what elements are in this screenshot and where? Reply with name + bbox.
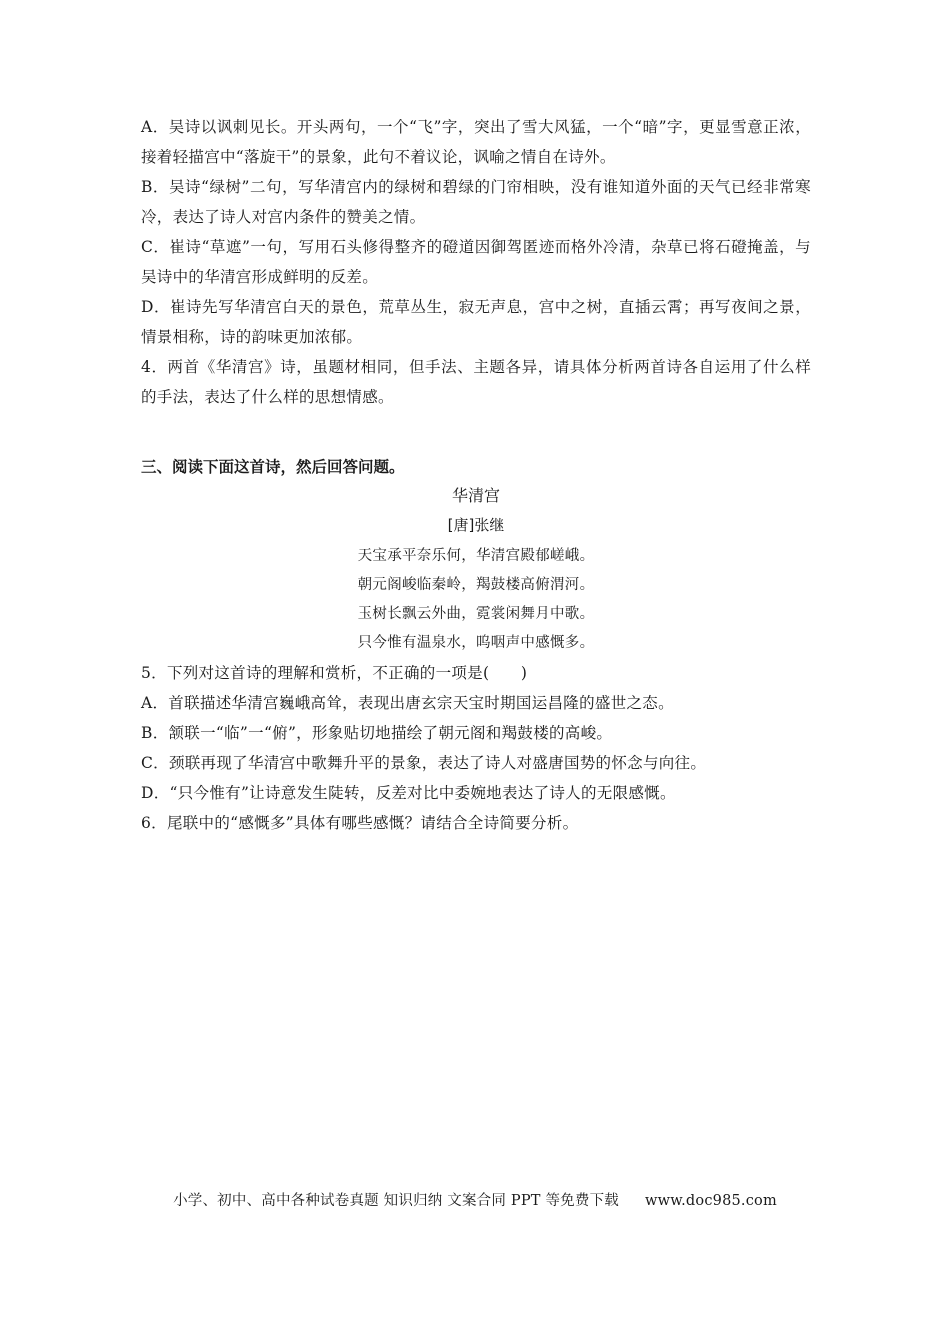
poem-line-3: 玉树长飘云外曲，霓裳闲舞月中歌。 (357, 606, 595, 622)
question-5-option-c: C．颈联再现了华清宫中歌舞升平的景象，表达了诗人对盛唐国势的怀念与向往。 (141, 754, 707, 772)
option-c-cui-poem: C．崔诗“草遮”一句，写用石头修得整齐的磴道因御驾匿迹而格外冷清，杂草已将石磴掩盖，与吴诗中的华清宫形成鲜明的反差。 (141, 238, 811, 286)
poem-title: 华清宫 (451, 486, 500, 505)
section-3-heading: 三、阅读下面这首诗，然后回答问题。 (141, 458, 405, 476)
question-5-option-b: B．颔联一“临”一“俯”，形象贴切地描绘了朝元阁和羯鼓楼的高峻。 (141, 724, 613, 742)
question-5: 5．下列对这首诗的理解和赏析，不正确的一项是( ) (141, 664, 528, 682)
spacer (141, 412, 811, 452)
question-5-option-d: D．“只今惟有”让诗意发生陡转，反差对比中委婉地表达了诗人的无限感慨。 (141, 784, 676, 802)
question-4: 4．两首《华清宫》诗，虽题材相同，但手法、主题各异，请具体分析两首诗各自运用了什么样的手法，表达了什么样的思想情感。 (141, 358, 811, 406)
poem-block (141, 482, 811, 658)
poem-line-1: 天宝承平奈乐何，华清宫殿郁嵯峨。 (357, 548, 595, 564)
footer-text: 小学、初中、高中各种试卷真题 知识归纳 文案合同 PPT 等免费下载 (173, 1193, 619, 1209)
question-5-option-a: A．首联描述华清宫巍峨高耸，表现出唐玄宗天宝时期国运昌隆的盛世之态。 (141, 694, 674, 712)
poem-line-2: 朝元阁峻临秦岭，羯鼓楼高俯渭河。 (357, 577, 595, 593)
page-content (141, 112, 811, 838)
option-b-wu-poem: B．吴诗“绿树”二句，写华清宫内的绿树和碧绿的门帘相映，没有谁知道外面的天气已经非常寒冷，表达了诗人对宫内条件的赞美之情。 (141, 178, 811, 226)
poem-line-4: 只今惟有温泉水，呜咽声中感慨多。 (357, 635, 595, 651)
poem-author: [唐]张继 (447, 516, 505, 534)
question-6: 6．尾联中的“感慨多”具体有哪些感慨？请结合全诗简要分析。 (141, 814, 579, 832)
option-d-cui-poem: D．崔诗先写华清宫白天的景色，荒草丛生，寂无声息，宫中之树，直插云霄；再写夜间之景，情景相称，诗的韵味更加浓郁。 (141, 298, 811, 346)
footer-url: www.doc985.com (644, 1193, 777, 1209)
option-a-wu-poem: A．吴诗以讽刺见长。开头两句，一个“飞”字，突出了雪大风猛，一个“暗”字，更显雪意正浓，接着轻描宫中“落旋干”的景象，此句不着议论，讽喻之情自在诗外。 (141, 118, 811, 166)
page-footer (0, 1189, 950, 1210)
